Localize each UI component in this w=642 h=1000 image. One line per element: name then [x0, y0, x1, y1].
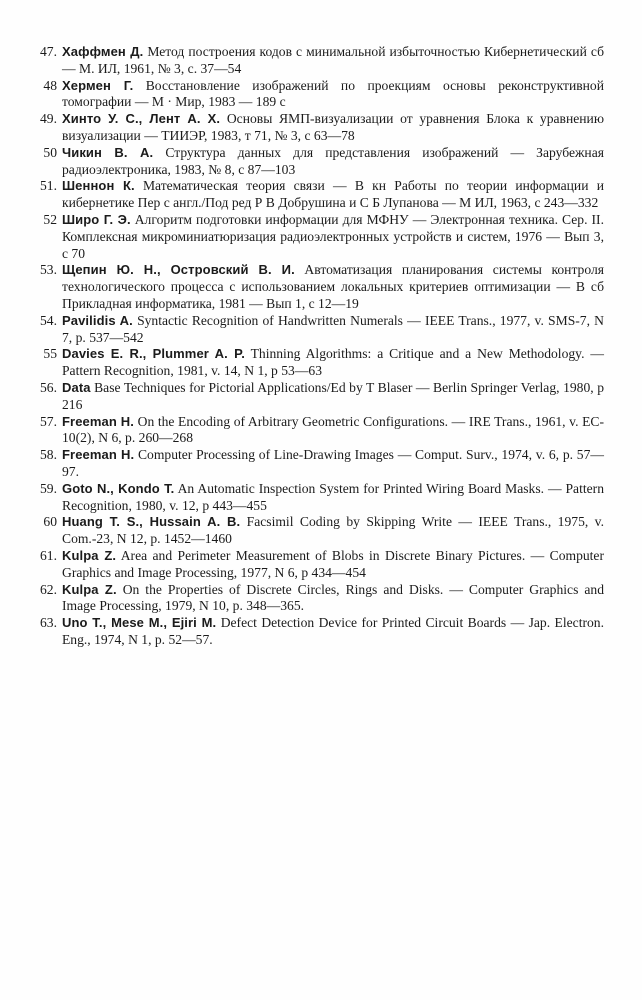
reference-text: Base Techniques for Pictorial Applications/Ed by T Blaser — Berlin Springer Verlag, 1980, p 216 [62, 379, 604, 412]
reference-item [34, 313, 604, 347]
reference-number: 57. [40, 413, 57, 429]
reference-text: Area and Perimeter Measurement of Blobs in Discrete Binary Pictures. — Computer Graphics and Image Processing, 1977, N 6, p 434—454 [62, 547, 604, 580]
reference-item [34, 514, 604, 548]
reference-item [34, 380, 604, 414]
reference-authors: Хермен Г. [62, 77, 134, 93]
reference-number: 52 [43, 211, 57, 227]
reference-number: 53. [40, 262, 57, 278]
reference-number: 55 [43, 346, 57, 362]
reference-number: 48 [43, 77, 57, 93]
reference-body [62, 548, 604, 582]
reference-body [62, 514, 604, 548]
reference-body [62, 145, 604, 179]
reference-authors: Goto N., Kondo T. [62, 480, 175, 496]
reference-text: On the Properties of Discrete Circles, Rings and Disks. — Computer Graphics and Image Processing, 1979, N 10, p. 348—365. [62, 581, 604, 614]
reference-text: Facsimil Coding by Skipping Write — IEEE Trans., 1975, v. Com.-23, N 12, p. 1452—1460 [62, 514, 604, 547]
reference-text: Основы ЯМП-визуализации от уравнения Блока к уравнению визуализации — ТИИЭР, 1983, т 71, № 3, с 63—78 [62, 111, 604, 143]
reference-body [62, 481, 604, 515]
reference-body [62, 178, 604, 212]
reference-item [34, 615, 604, 649]
reference-item [34, 447, 604, 481]
reference-item [34, 111, 604, 145]
reference-number: 49. [40, 111, 57, 127]
reference-authors: Pavilidis A. [62, 312, 133, 328]
reference-text: An Automatic Inspection System for Printed Wiring Board Masks. — Pattern Recognition, 1980, v. 12, p 443—455 [62, 480, 605, 513]
reference-number: 59. [40, 480, 57, 496]
reference-item [34, 78, 604, 112]
reference-authors: Широ Г. Э. [62, 211, 131, 227]
reference-item [34, 212, 604, 262]
reference-authors: Хаффмен Д. [62, 44, 144, 59]
reference-item [34, 414, 604, 448]
reference-number: 61. [40, 547, 57, 563]
reference-body [62, 447, 604, 481]
reference-body [62, 582, 604, 616]
reference-body [62, 346, 604, 380]
reference-number: 60 [43, 514, 57, 530]
reference-list [34, 44, 604, 649]
reference-body [62, 78, 604, 112]
reference-item [34, 178, 604, 212]
reference-body [62, 262, 604, 312]
reference-authors: Freeman H. [62, 413, 135, 429]
reference-number: 58. [40, 447, 57, 463]
reference-authors: Data [62, 379, 91, 395]
reference-number: 54. [40, 312, 57, 328]
reference-text: Метод построения кодов с минимальной избыточностью Кибернетический сб — М. ИЛ, 1961, № 3, с. 37—54 [62, 44, 604, 76]
reference-authors: Хинто У. С., Лент А. Х. [62, 111, 221, 127]
reference-text: Алгоритм подготовки информации для МФНУ — Электронная техника. Сер. II. Комплексная микроминиатюризация радиоэлектронных устройств и систем, 1976 — Вып 3, с 70 [62, 211, 604, 261]
reference-number: 47. [40, 44, 57, 59]
reference-authors: Чикин В. А. [62, 144, 154, 160]
reference-text: Syntactic Recognition of Handwritten Numerals — IEEE Trans., 1977, v. SMS-7, N 7, p. 537—542 [62, 312, 604, 345]
reference-authors: Davies E. R., Plummer A. P. [62, 346, 245, 362]
reference-item [34, 481, 604, 515]
reference-authors: Uno T., Mese M., Ejiri M. [62, 615, 217, 631]
reference-text: On the Encoding of Arbitrary Geometric Configurations. — IRE Trans., 1961, v. EC-10(2), N 6, p. 260—268 [62, 413, 604, 446]
reference-authors: Щепин Ю. Н., Островский В. И. [62, 262, 295, 278]
reference-authors: Шеннон К. [62, 178, 135, 194]
reference-body [62, 44, 604, 78]
reference-item [34, 145, 604, 179]
reference-text: Автоматизация планирования системы контроля технологического процесса с использованием локальных критериев оптимизации — В сб Прикладная информатика, 1981 — Вып 1, с 12—19 [62, 262, 605, 311]
reference-text: Восстановление изображений по проекциям основы реконструктивной томографии — М · Мир, 1983 — 189 с [62, 77, 604, 110]
reference-number: 51. [40, 178, 57, 194]
reference-item [34, 582, 604, 616]
reference-body [62, 111, 604, 145]
reference-item [34, 262, 604, 312]
reference-number: 62. [40, 581, 57, 597]
reference-item [34, 346, 604, 380]
reference-text: Структура данных для представления изображений — Зарубежная радиоэлектроника, 1983, № 8, с 87—103 [62, 144, 604, 177]
reference-authors: Kulpa Z. [62, 547, 117, 563]
reference-text: Thinning Algorithms: a Critique and a New Methodology. — Pattern Recognition, 1981, v. 14, N 1, p 53—63 [62, 346, 604, 379]
reference-text: Computer Processing of Line-Drawing Images — Comput. Surv., 1974, v. 6, p. 57—97. [62, 447, 604, 479]
reference-item [34, 44, 604, 78]
reference-authors: Kulpa Z. [62, 581, 117, 597]
reference-body [62, 212, 604, 262]
reference-authors: Huang T. S., Hussain A. B. [62, 514, 241, 530]
reference-number: 63. [40, 615, 57, 631]
reference-body [62, 313, 604, 347]
reference-text: Математическая теория связи — В кн Работы по теории информации и кибернетике Пер с англ./Под ред Р В Добрушина и С Б Лупанова — М ИЛ, 1963, с 243—332 [62, 178, 604, 211]
reference-item [34, 548, 604, 582]
reference-authors: Freeman H. [62, 447, 135, 463]
reference-number: 56. [40, 379, 57, 395]
reference-text: Defect Detection Device for Printed Circuit Boards — Jap. Electron. Eng., 1974, N 1, p. 52—57. [62, 615, 604, 647]
reference-body [62, 414, 604, 448]
reference-body [62, 380, 604, 414]
reference-body [62, 615, 604, 649]
reference-number: 50 [43, 144, 57, 160]
